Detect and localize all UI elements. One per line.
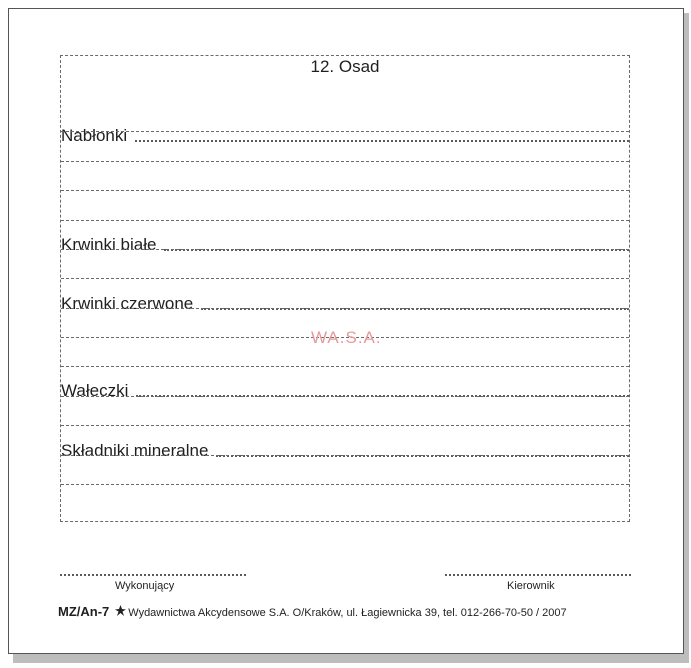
entry-line[interactable] — [61, 131, 629, 132]
field-row-red-cells[interactable] — [61, 289, 629, 313]
entry-line[interactable] — [61, 455, 629, 456]
publisher-logo-icon — [115, 605, 126, 616]
publisher-info: Wydawnictwa Akcydensowe S.A. O/Kraków, ul. Łagiewnicka 39, tel. 012-266-70-50 / 2007 — [128, 607, 567, 619]
field-label: Składniki mineralne — [61, 441, 209, 460]
performer-signature-line[interactable] — [60, 574, 246, 576]
field-row-minerals[interactable] — [61, 436, 629, 460]
section-title: 12. Osad — [310, 57, 380, 76]
entry-line[interactable] — [61, 308, 629, 309]
entry-line[interactable] — [61, 161, 629, 162]
field-label: Krwinki białe — [61, 235, 157, 254]
field-row-epithelium[interactable] — [61, 121, 629, 145]
entry-line[interactable] — [61, 220, 629, 221]
entry-line[interactable] — [61, 190, 629, 191]
entry-line[interactable] — [61, 425, 629, 426]
performer-label: Wykonujący — [115, 580, 175, 592]
watermark: WA.S.A. — [311, 328, 382, 347]
sediment-section — [60, 55, 630, 522]
dotted-entry-line[interactable] — [135, 140, 629, 142]
entry-line[interactable] — [61, 396, 629, 397]
field-label: Krwinki czerwone — [61, 294, 194, 313]
form-code: MZ/An-7 — [58, 604, 110, 619]
entry-line[interactable] — [61, 366, 629, 367]
manager-signature-line[interactable] — [445, 574, 631, 576]
field-row-white-cells[interactable] — [61, 230, 629, 254]
entry-line[interactable] — [61, 278, 629, 279]
field-label: Nabłonki — [61, 126, 128, 145]
entry-line[interactable] — [61, 484, 629, 485]
entry-line[interactable] — [61, 249, 629, 250]
form-footer — [58, 604, 567, 619]
field-label: Wałeczki — [61, 381, 129, 400]
manager-label: Kierownik — [507, 580, 555, 592]
form-sheet — [8, 8, 684, 654]
